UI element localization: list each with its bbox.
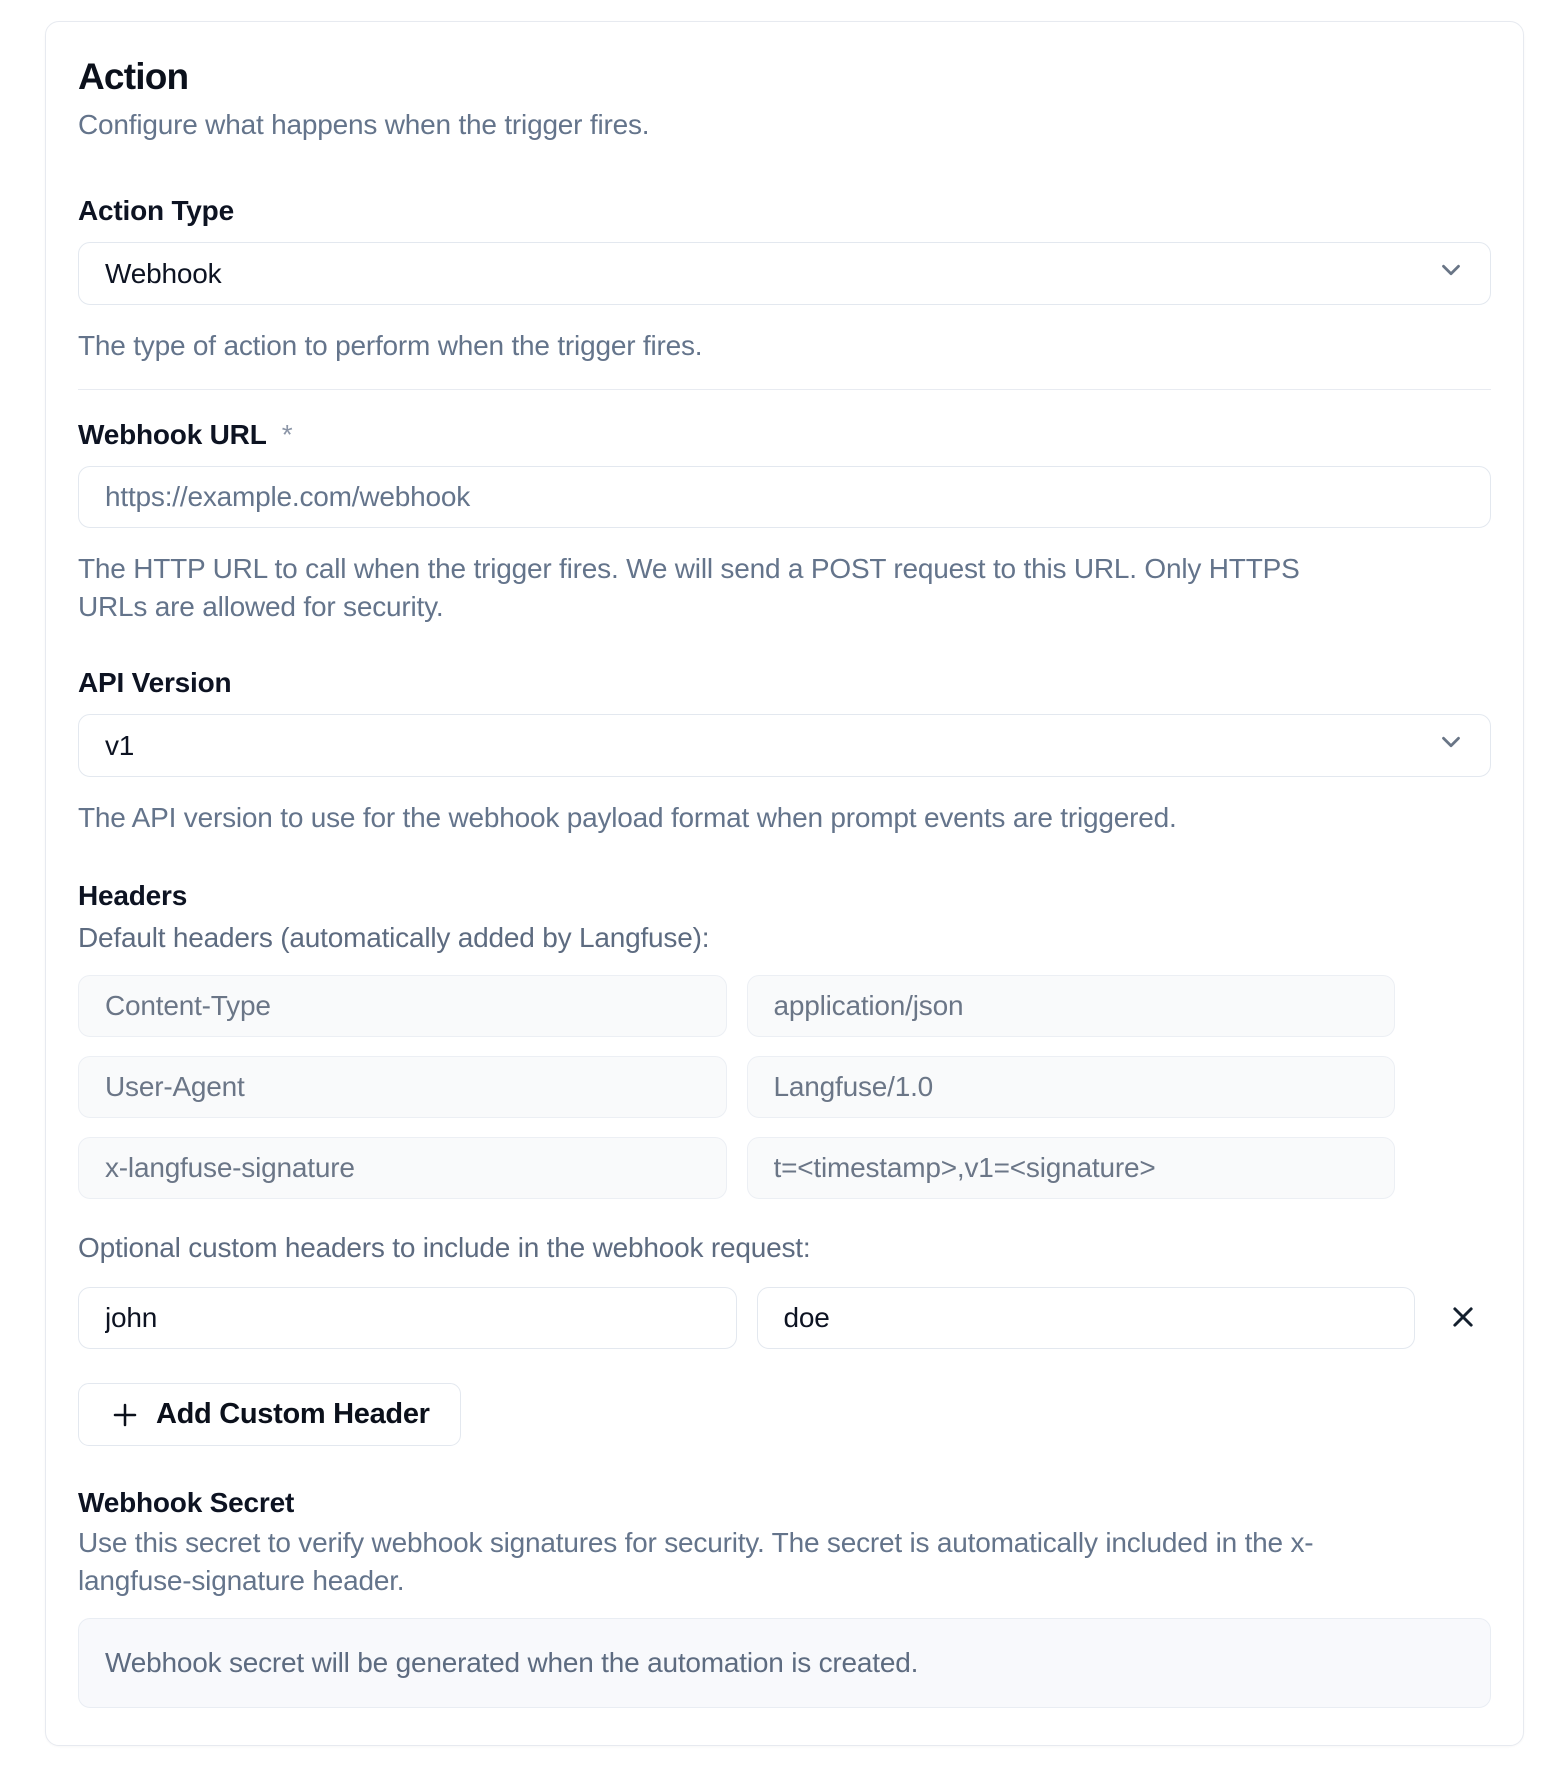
action-type-select[interactable]	[78, 242, 1491, 305]
section-divider	[78, 389, 1491, 390]
webhook-secret-label: Webhook Secret	[78, 1487, 295, 1518]
webhook-url-label-text: Webhook URL	[78, 419, 267, 450]
webhook-secret-note-text: Webhook secret will be generated when the automation is created.	[105, 1647, 919, 1678]
page-title: Action	[78, 56, 189, 97]
add-custom-header-label: Add Custom Header	[156, 1398, 430, 1430]
action-type-value: Webhook	[105, 257, 222, 289]
default-header-value-input	[747, 1056, 1396, 1118]
required-asterisk: *	[281, 419, 293, 450]
webhook-secret-help: Use this secret to verify webhook signatures for security. The secret is automatically included in the x-langfuse-signature header.	[78, 1527, 1314, 1596]
add-custom-header-button[interactable]	[78, 1383, 461, 1446]
custom-header-row	[78, 1287, 1491, 1349]
action-type-group	[78, 190, 1491, 365]
remove-header-button[interactable]	[1435, 1290, 1491, 1346]
webhook-secret-group	[78, 1482, 1491, 1708]
chevron-down-icon	[1436, 255, 1466, 292]
chevron-down-icon	[1436, 727, 1466, 764]
custom-header-value-input[interactable]	[757, 1287, 1416, 1349]
api-version-help: The API version to use for the webhook payload format when prompt events are triggered.	[78, 802, 1177, 833]
api-version-select[interactable]	[78, 714, 1491, 777]
default-header-value-input	[747, 1137, 1396, 1199]
headers-label: Headers	[78, 880, 188, 911]
default-header-key-input	[78, 1056, 727, 1118]
custom-header-key-input[interactable]	[78, 1287, 737, 1349]
default-header-key-input	[78, 975, 727, 1037]
page-subtitle: Configure what happens when the trigger fires.	[78, 109, 650, 140]
action-type-label: Action Type	[78, 195, 234, 226]
default-header-key-input	[78, 1137, 727, 1199]
action-card	[45, 21, 1524, 1746]
webhook-url-input[interactable]	[78, 466, 1491, 528]
webhook-url-group	[78, 414, 1491, 626]
webhook-secret-placeholder-box	[78, 1618, 1491, 1708]
default-header-row	[78, 975, 1395, 1037]
action-type-help: The type of action to perform when the trigger fires.	[78, 330, 703, 361]
webhook-url-help: The HTTP URL to call when the trigger fires. We will send a POST request to this URL. Only HTTPS URLs are allowed for security.	[78, 553, 1300, 622]
api-version-value: v1	[105, 729, 135, 761]
api-version-label: API Version	[78, 667, 232, 698]
custom-headers-caption: Optional custom headers to include in the webhook request:	[78, 1232, 811, 1263]
default-header-row	[78, 1056, 1395, 1118]
api-version-group	[78, 662, 1491, 837]
default-header-row	[78, 1137, 1395, 1199]
headers-group	[78, 875, 1491, 1446]
default-header-value-input	[747, 975, 1396, 1037]
x-icon	[1448, 1302, 1478, 1335]
default-headers-caption: Default headers (automatically added by Langfuse):	[78, 922, 710, 953]
plus-icon	[109, 1399, 141, 1431]
webhook-url-label	[78, 414, 1491, 456]
